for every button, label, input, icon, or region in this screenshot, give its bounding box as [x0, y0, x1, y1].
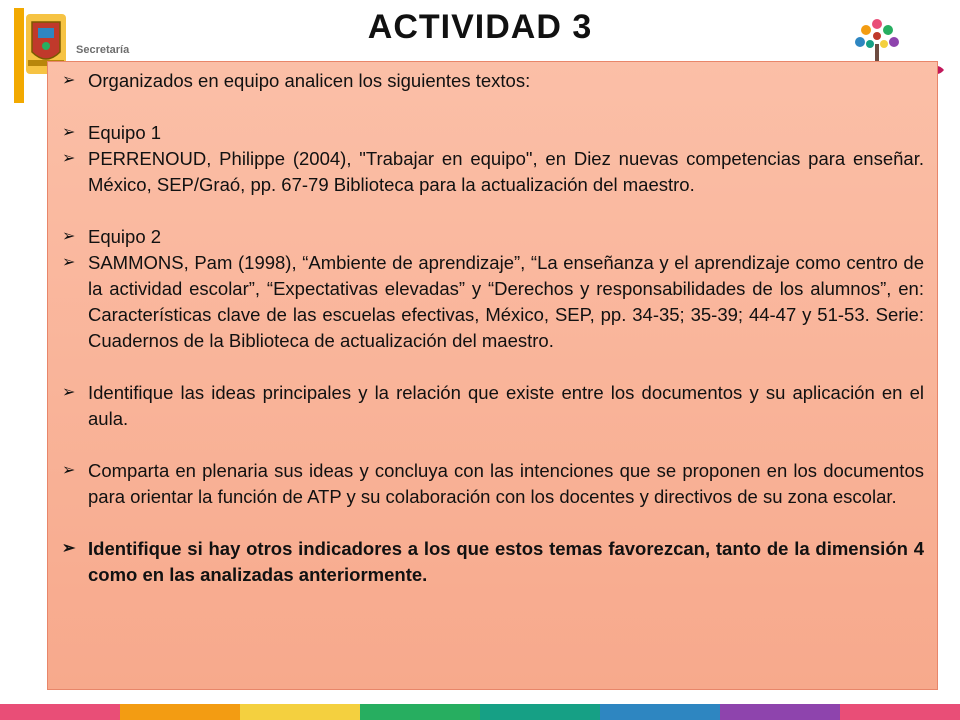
bullet-reference-perrenoud	[62, 146, 924, 198]
arrow-bullet-icon: ➢	[62, 72, 76, 89]
bullet-text: Equipo 2	[88, 226, 162, 247]
bullet-text: Equipo 1	[88, 122, 162, 143]
footer-color-segment	[600, 704, 720, 720]
arrow-bullet-icon: ➢	[62, 462, 76, 479]
arrow-bullet-icon: ➢	[62, 228, 76, 245]
bullet-text: Comparta en plenaria sus ideas y concluya con las intenciones que se proponen en los documentos para orientar la función de ATP y su colaboración con los docentes y directivos de su zona escolar.	[88, 460, 924, 507]
bullet-reference-sammons	[62, 250, 924, 354]
footer-color-segment	[0, 704, 120, 720]
slide-title: ACTIVIDAD 3	[367, 8, 593, 46]
footer-color-segment	[240, 704, 360, 720]
footer-color-segment	[480, 704, 600, 720]
footer-color-segment	[840, 704, 960, 720]
bullet-text: Identifique las ideas principales y la relación que existe entre los documentos y su aplicación en el aula.	[88, 382, 924, 429]
footer-color-segment	[720, 704, 840, 720]
bullet-text: Organizados en equipo analicen los siguientes textos:	[88, 70, 531, 91]
secretaria-label: Secretaría	[76, 44, 130, 56]
bullet-plenary	[62, 458, 924, 510]
bullet-identify-ideas	[62, 380, 924, 432]
bullet-text: Identifique si hay otros indicadores a los que estos temas favorezcan, tanto de la dimensión 4 como en las analizadas anteriormente.	[88, 538, 924, 585]
bullet-text: PERRENOUD, Philippe (2004), "Trabajar en equipo", en Diez nuevas competencias para enseñar. México, SEP/Graó, pp. 67-79 Biblioteca para la actualización del maestro.	[88, 148, 924, 195]
arrow-bullet-icon: ➢	[62, 254, 76, 271]
arrow-bullet-icon: ➢	[62, 150, 76, 167]
arrow-bullet-icon: ➢	[62, 384, 76, 401]
footer-color-segment	[120, 704, 240, 720]
bullet-instruction	[62, 68, 924, 94]
bullet-team-1	[62, 120, 924, 146]
arrow-bullet-icon: ➢	[62, 540, 76, 557]
bullet-other-indicators	[62, 536, 924, 588]
arrow-bullet-icon: ➢	[62, 124, 76, 141]
bullet-text: SAMMONS, Pam (1998), “Ambiente de aprendizaje”, “La enseñanza y el aprendizaje como centro de la actividad escolar”, “Expectativas elevadas” y “Derechos y responsabilidades de los alumnos”, en: Características clave de las escuelas efectivas, México, SEP, pp. 34-35; 35-39; 44-47 y 51-53. Serie: Cuadernos de la Biblioteca de actualización del maestro.	[88, 252, 924, 351]
footer-color-strip	[0, 704, 960, 720]
footer-color-segment	[360, 704, 480, 720]
bullet-team-2	[62, 224, 924, 250]
activity-content-box	[47, 61, 938, 690]
activity-bullet-list	[62, 68, 924, 588]
